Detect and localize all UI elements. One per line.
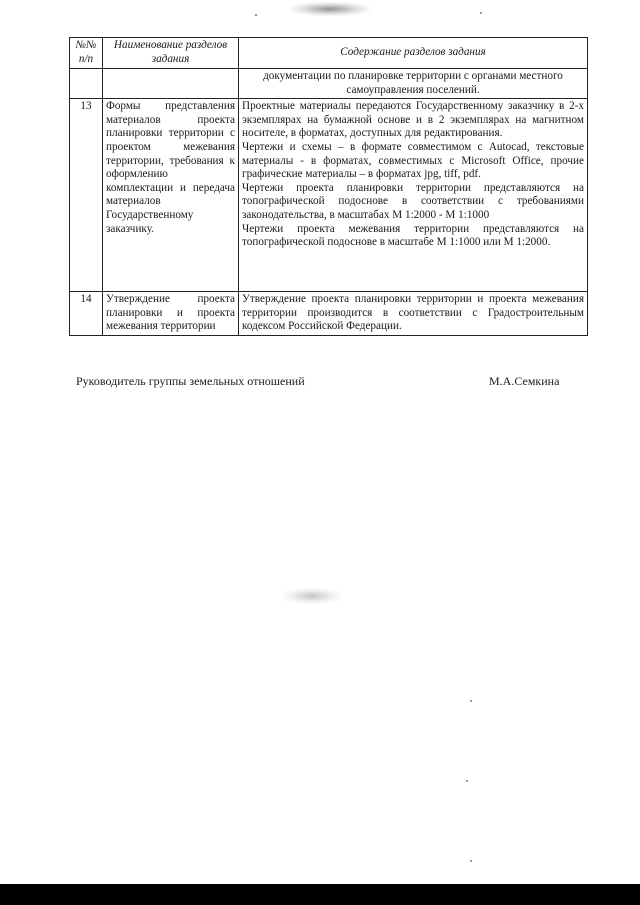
assignment-sections-table bbox=[69, 37, 588, 336]
header-number: №№ п/п bbox=[70, 38, 103, 69]
continuation-text: документации по планировке территории с органами местного самоуправления поселений. bbox=[239, 69, 588, 99]
row-section-content bbox=[239, 292, 588, 336]
cell-empty bbox=[70, 69, 103, 99]
content-paragraph: Чертежи проекта межевания территории представляются на топографической подоснове в масштабе М 1:1000 или М 1:2000. bbox=[242, 222, 584, 249]
row-number: 13 bbox=[70, 99, 103, 292]
scan-speck bbox=[470, 860, 472, 862]
scan-artifact bbox=[282, 588, 342, 604]
table-row-continuation bbox=[70, 69, 588, 99]
row-section-name: Утверждение проекта планировки и проекта межевания территории bbox=[103, 292, 239, 336]
row-number: 14 bbox=[70, 292, 103, 336]
content-paragraph: Проектные материалы передаются Государственному заказчику в 2-х экземплярах на бумажной основе и в 2 экземплярах на магнитном носителе, в форматах, доступных для редактирования. bbox=[242, 100, 584, 140]
cell-empty bbox=[103, 69, 239, 99]
scan-edge-bar bbox=[0, 884, 640, 905]
scan-artifact bbox=[290, 2, 370, 16]
content-paragraph: Чертежи проекта планировки территории представляются на топографической подоснове в соответствии с требованиями законодательства, в масштабах М 1:2000 - М 1:1000 bbox=[242, 181, 584, 221]
content-paragraph: Утверждение проекта планировки территории и проекта межевания территории производится в соответствии с Градостроительным кодексом Российской Федерации. bbox=[242, 293, 584, 333]
signatory-name: М.А.Семкина bbox=[489, 374, 560, 388]
header-section-name: Наименование разделов задания bbox=[103, 38, 239, 69]
row-section-name: Формы представления материалов проекта планировки территории с проектом межевания территории, требования к оформлению комплектации и передача материалов Государственному заказчику. bbox=[103, 99, 239, 292]
scan-speck bbox=[255, 14, 257, 16]
row-section-content bbox=[239, 99, 588, 292]
table-header-row bbox=[70, 38, 588, 69]
table-row bbox=[70, 292, 588, 336]
scan-speck bbox=[480, 12, 482, 14]
content-paragraph: Чертежи и схемы – в формате совместимом с Autocad, текстовые материалы - в форматах, совместимых с Microsoft Office, прочие графические материалы – в форматах jpg, tiff, pdf. bbox=[242, 140, 584, 181]
table-row bbox=[70, 99, 588, 292]
header-section-content: Содержание разделов задания bbox=[239, 38, 588, 69]
scan-speck bbox=[470, 700, 472, 702]
signatory-position: Руководитель группы земельных отношений bbox=[76, 374, 305, 388]
scan-speck bbox=[466, 780, 468, 782]
